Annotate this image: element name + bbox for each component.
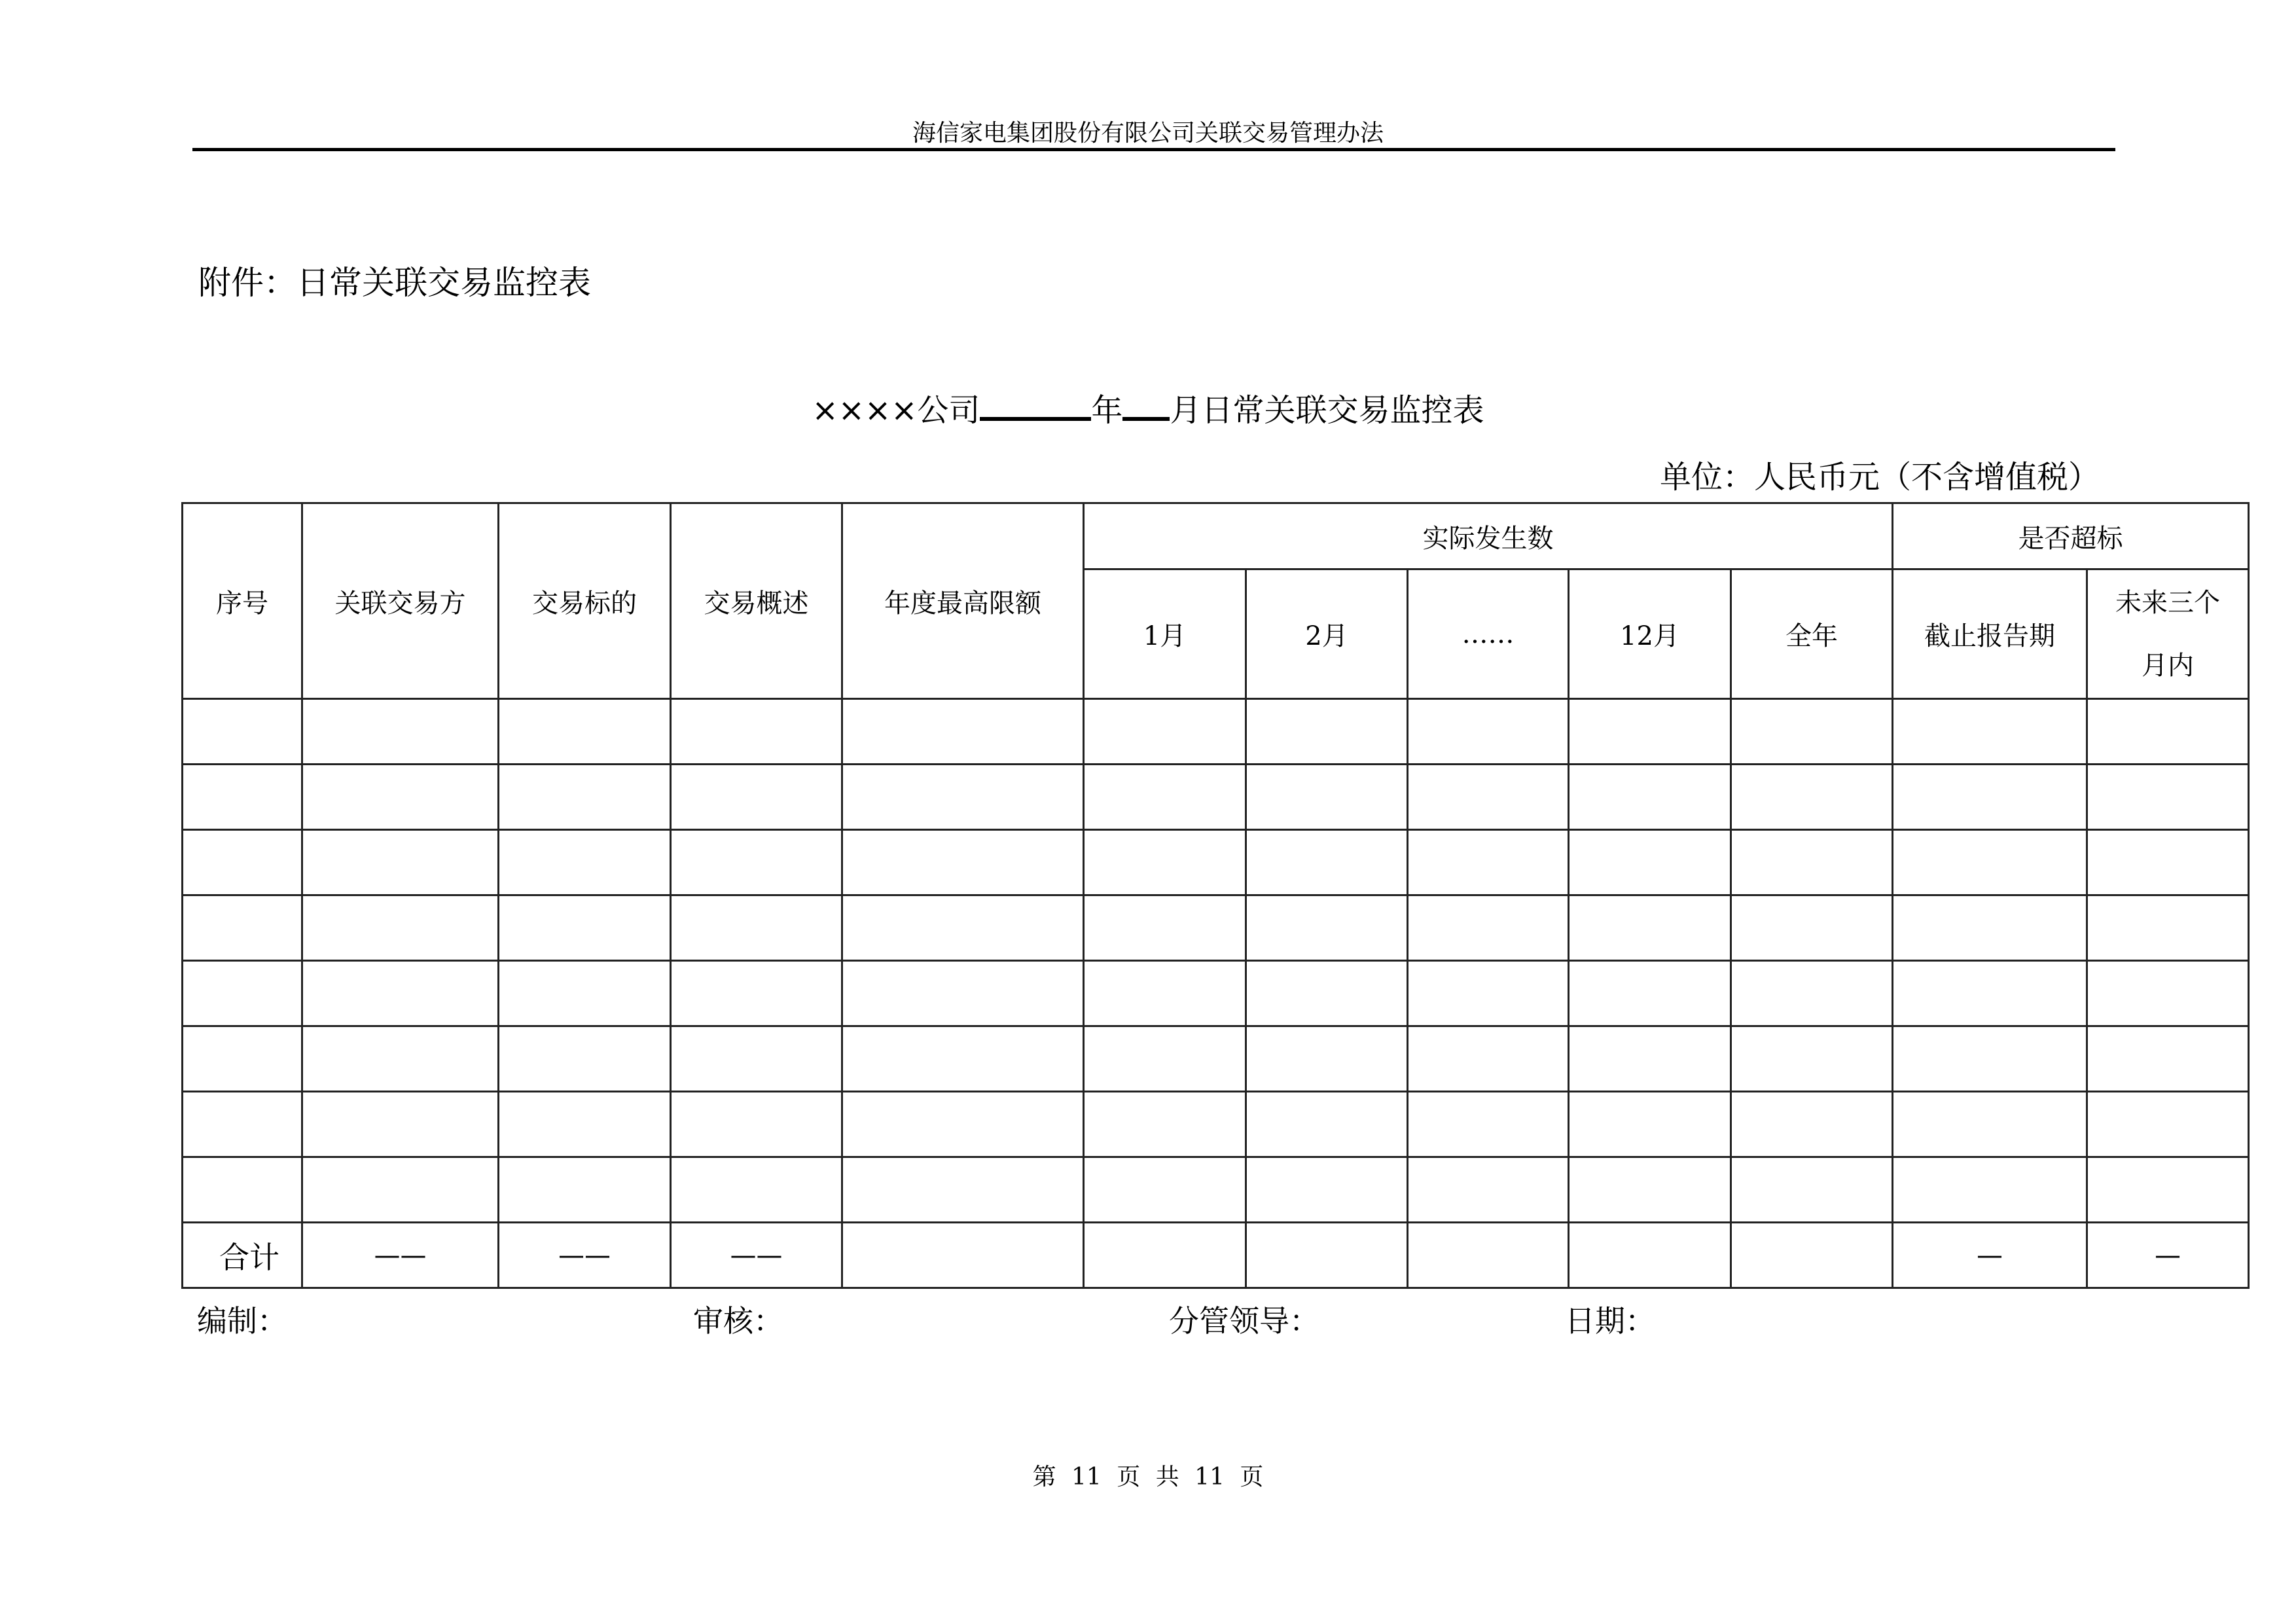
table-cell[interactable] <box>302 1092 499 1157</box>
table-cell[interactable] <box>842 1157 1084 1223</box>
table-cell[interactable] <box>1893 1157 2087 1223</box>
table-cell[interactable] <box>2087 765 2249 830</box>
total-month-ellipsis[interactable] <box>1408 1223 1569 1288</box>
table-cell[interactable] <box>2087 1157 2249 1223</box>
table-cell[interactable] <box>1731 765 1893 830</box>
table-cell[interactable] <box>671 830 842 895</box>
table-cell[interactable] <box>302 830 499 895</box>
table-row <box>183 699 2249 765</box>
table-cell[interactable] <box>183 699 302 765</box>
form-title <box>0 385 2296 430</box>
table-cell[interactable] <box>2087 830 2249 895</box>
unit-note: 单位：人民币元（不含增值税） <box>1659 459 2100 496</box>
table-cell[interactable] <box>1569 765 1731 830</box>
table-cell[interactable] <box>1246 1092 1408 1157</box>
total-row <box>183 1223 2249 1288</box>
signoff-prepared-by: 编制： <box>197 1303 287 1339</box>
table-cell[interactable] <box>1084 895 1246 961</box>
table-cell[interactable] <box>1246 765 1408 830</box>
table-cell[interactable] <box>842 1092 1084 1157</box>
table-cell[interactable] <box>499 765 671 830</box>
table-cell[interactable] <box>1246 961 1408 1026</box>
table-cell[interactable] <box>671 699 842 765</box>
total-summary-dash: —— <box>671 1223 842 1288</box>
table-cell[interactable] <box>183 1157 302 1223</box>
table-cell[interactable] <box>499 1026 671 1092</box>
total-full-year[interactable] <box>1731 1223 1893 1288</box>
table-cell[interactable] <box>499 699 671 765</box>
table-cell[interactable] <box>671 1026 842 1092</box>
table-cell[interactable] <box>1731 1157 1893 1223</box>
header-full-year: 全年 <box>1731 569 1893 699</box>
table-cell[interactable] <box>1569 1157 1731 1223</box>
table-cell[interactable] <box>2087 961 2249 1026</box>
table-cell[interactable] <box>842 765 1084 830</box>
table-cell[interactable] <box>1408 1026 1569 1092</box>
table-cell[interactable] <box>1246 895 1408 961</box>
table-cell[interactable] <box>1569 830 1731 895</box>
table-cell[interactable] <box>1408 765 1569 830</box>
table-cell[interactable] <box>1408 961 1569 1026</box>
year-blank[interactable] <box>980 393 1091 421</box>
total-annual-cap[interactable] <box>842 1223 1084 1288</box>
monitor-table <box>181 502 2250 1289</box>
table-row <box>183 1157 2249 1223</box>
attachment-title: 附件：日常关联交易监控表 <box>198 264 591 302</box>
table-cell[interactable] <box>1408 1157 1569 1223</box>
month-label: 月日常关联交易监控表 <box>1170 392 1484 429</box>
table-cell[interactable] <box>1731 830 1893 895</box>
month-blank[interactable] <box>1122 393 1170 421</box>
table-cell[interactable] <box>1084 1092 1246 1157</box>
header-month-ellipsis: …… <box>1408 569 1569 699</box>
table-cell[interactable] <box>1084 699 1246 765</box>
total-subject-dash: —— <box>499 1223 671 1288</box>
signoff-date: 日期： <box>1565 1303 1655 1339</box>
header-next-three-months <box>2087 569 2249 699</box>
header-rule <box>192 148 2115 151</box>
table-cell[interactable] <box>302 961 499 1026</box>
table-cell[interactable] <box>1246 1157 1408 1223</box>
table-cell[interactable] <box>1893 895 2087 961</box>
header-month-2: 2月 <box>1246 569 1408 699</box>
total-party-dash: —— <box>302 1223 499 1288</box>
blank-rows <box>183 699 2249 1223</box>
table-cell[interactable] <box>671 961 842 1026</box>
table-cell[interactable] <box>1408 1092 1569 1157</box>
table-cell[interactable] <box>183 895 302 961</box>
table-cell[interactable] <box>1084 1026 1246 1092</box>
table-row <box>183 765 2249 830</box>
table-cell[interactable] <box>1731 699 1893 765</box>
header-as-of-report: 截止报告期 <box>1893 569 2087 699</box>
table-cell[interactable] <box>499 895 671 961</box>
table-row <box>183 830 2249 895</box>
table-cell[interactable] <box>842 895 1084 961</box>
table-cell[interactable] <box>499 1157 671 1223</box>
total-next-three-dash: — <box>2087 1223 2249 1288</box>
table-cell[interactable] <box>1569 1092 1731 1157</box>
year-label: 年 <box>1091 392 1123 429</box>
table-cell[interactable] <box>842 699 1084 765</box>
table-cell[interactable] <box>302 699 499 765</box>
table-cell[interactable] <box>183 961 302 1026</box>
header-row-1 <box>183 503 2249 569</box>
page-number: 第 11 页 共 11 页 <box>1032 1464 1264 1490</box>
table-row <box>183 895 2249 961</box>
table-cell[interactable] <box>499 830 671 895</box>
total-month-2[interactable] <box>1246 1223 1408 1288</box>
table-cell[interactable] <box>1731 1026 1893 1092</box>
table-cell[interactable] <box>2087 699 2249 765</box>
table-row <box>183 961 2249 1026</box>
table-cell[interactable] <box>1084 961 1246 1026</box>
table-cell[interactable] <box>1731 961 1893 1026</box>
header-summary: 交易概述 <box>671 503 842 699</box>
table-cell[interactable] <box>1246 1026 1408 1092</box>
header-party: 关联交易方 <box>302 503 499 699</box>
table-cell[interactable] <box>1569 961 1731 1026</box>
table-cell[interactable] <box>183 1092 302 1157</box>
table-cell[interactable] <box>1731 1092 1893 1157</box>
total-month-1[interactable] <box>1084 1223 1246 1288</box>
table-cell[interactable] <box>1893 765 2087 830</box>
table-cell[interactable] <box>302 1157 499 1223</box>
table-cell[interactable] <box>671 765 842 830</box>
table-cell[interactable] <box>1893 830 2087 895</box>
table-cell[interactable] <box>671 1157 842 1223</box>
table-cell[interactable] <box>2087 895 2249 961</box>
total-label: 合计 <box>183 1223 302 1288</box>
header-annual-cap: 年度最高限额 <box>842 503 1084 699</box>
table-cell[interactable] <box>1731 895 1893 961</box>
table-cell[interactable] <box>1893 699 2087 765</box>
header-next-three-line2: 月内 <box>2142 650 2195 681</box>
table-cell[interactable] <box>499 1092 671 1157</box>
header-seq: 序号 <box>183 503 302 699</box>
table-cell[interactable] <box>499 961 671 1026</box>
table-cell[interactable] <box>842 830 1084 895</box>
header-subject: 交易标的 <box>499 503 671 699</box>
table-cell[interactable] <box>2087 1026 2249 1092</box>
table-cell[interactable] <box>1408 895 1569 961</box>
table-cell[interactable] <box>1246 699 1408 765</box>
total-month-12[interactable] <box>1569 1223 1731 1288</box>
table-cell[interactable] <box>183 1026 302 1092</box>
table-cell[interactable] <box>1569 699 1731 765</box>
header-actual-group: 实际发生数 <box>1084 503 1893 569</box>
signoff-supervisor: 分管领导： <box>1169 1303 1319 1339</box>
table-cell[interactable] <box>1084 1157 1246 1223</box>
company-placeholder: ××××公司 <box>812 392 980 429</box>
table-cell[interactable] <box>1893 1026 2087 1092</box>
table-cell[interactable] <box>1408 830 1569 895</box>
table-cell[interactable] <box>842 1026 1084 1092</box>
header-over-limit-group: 是否超标 <box>1893 503 2249 569</box>
table-cell[interactable] <box>1084 830 1246 895</box>
table-row <box>183 1026 2249 1092</box>
table-cell[interactable] <box>302 765 499 830</box>
table-cell[interactable] <box>302 1026 499 1092</box>
table-cell[interactable] <box>183 830 302 895</box>
table-cell[interactable] <box>842 961 1084 1026</box>
table-cell[interactable] <box>302 895 499 961</box>
table-cell[interactable] <box>1246 830 1408 895</box>
table-row <box>183 1092 2249 1157</box>
table-cell[interactable] <box>1408 699 1569 765</box>
table-cell[interactable] <box>671 895 842 961</box>
table-cell[interactable] <box>671 1092 842 1157</box>
signoff-reviewed-by: 审核： <box>693 1303 783 1339</box>
table-cell[interactable] <box>1084 765 1246 830</box>
table-cell[interactable] <box>1569 1026 1731 1092</box>
header-next-three-line1: 未来三个 <box>2115 587 2221 618</box>
table-cell[interactable] <box>1893 1092 2087 1157</box>
header-month-1: 1月 <box>1084 569 1246 699</box>
header-month-12: 12月 <box>1569 569 1731 699</box>
table-cell[interactable] <box>183 765 302 830</box>
total-as-of-report-dash: — <box>1893 1223 2087 1288</box>
table-cell[interactable] <box>2087 1092 2249 1157</box>
running-header: 海信家电集团股份有限公司关联交易管理办法 <box>912 120 1384 147</box>
table-cell[interactable] <box>1569 895 1731 961</box>
table-cell[interactable] <box>1893 961 2087 1026</box>
